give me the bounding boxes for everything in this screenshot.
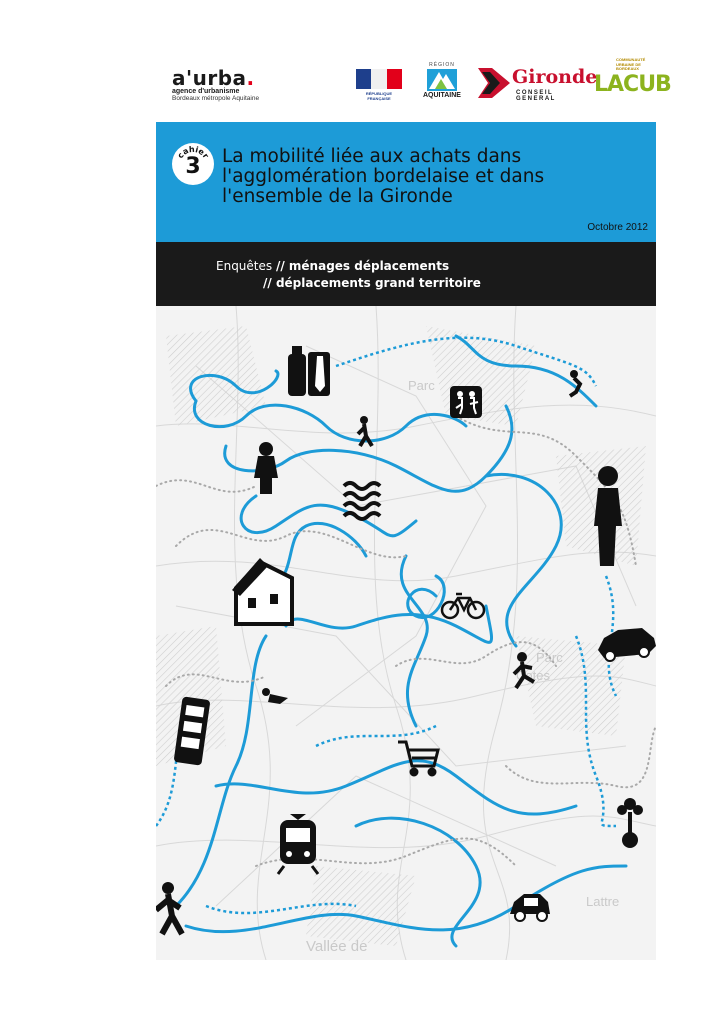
waves-icon [344, 483, 380, 519]
survey-prefix: Enquêtes [216, 259, 273, 273]
survey-title-1: // ménages déplacements [275, 259, 450, 273]
title-line-3: l'ensemble de la Gironde [222, 186, 453, 207]
lacub-name: LACUB [594, 71, 671, 97]
gironde-logo [478, 66, 598, 102]
survey-band [156, 242, 656, 306]
people-shopping-icon [450, 386, 482, 418]
small-car-icon [510, 894, 550, 921]
survey-line-1 [216, 259, 449, 273]
lacub-logo [594, 57, 671, 102]
badge-number: 3 [185, 154, 201, 179]
title-line-2: l'agglomération bordelaise et dans [222, 166, 545, 187]
cahier-badge [172, 143, 214, 185]
bicycle-icon [442, 594, 484, 618]
publication-date: Octobre 2012 [587, 222, 648, 233]
map-label-5: Vallée de [306, 938, 368, 955]
standing-person-icon [254, 442, 278, 494]
gironde-name: Gironde [512, 66, 598, 88]
aquitaine-mark-icon [427, 69, 457, 91]
aurba-line1: agence d'urbanisme [172, 88, 240, 95]
dashed-routes [156, 338, 616, 913]
aquitaine-logo [418, 62, 466, 102]
aquitaine-name: AQUITAINE [423, 92, 461, 99]
title-line-1: La mobilité liée aux achats dans [222, 146, 522, 167]
car-icon [598, 628, 656, 661]
bottle-icon [288, 346, 330, 396]
flower-icon [617, 798, 643, 848]
aurba-line2: Bordeaux métropole Aquitaine [172, 95, 260, 102]
aurba-brand: a'urba [172, 66, 247, 90]
gironde-arrow-icon [478, 68, 510, 98]
republique-caption: RÉPUBLIQUE FRANÇAISE [365, 91, 393, 101]
illustrated-map [156, 306, 656, 960]
page-title [222, 147, 642, 207]
shopping-cart-icon [398, 742, 438, 775]
lacub-small: COMMUNAUTÉ URBAINE DE BORDEAUX [616, 57, 646, 71]
map-artwork [156, 306, 656, 960]
badge-word: cahier [175, 144, 211, 161]
walker-icon [156, 882, 182, 934]
republique-francaise-logo [356, 69, 402, 101]
gironde-sub: CONSEIL GENERAL [516, 90, 556, 102]
survey-title-2: // déplacements grand territoire [263, 276, 481, 290]
house-icon [232, 558, 292, 624]
map-label-1: Parc [408, 378, 435, 393]
map-label-4: Lattre [586, 894, 620, 909]
map-label-3: Cotes [516, 668, 550, 683]
aquitaine-top: RÉGION [429, 62, 455, 68]
tram-icon [278, 814, 318, 874]
park-zones [156, 326, 646, 946]
map-label-2: Parc [536, 650, 563, 665]
aurba-logo: a'urba. agence d'urbanisme Bordeaux métropole Aquitaine [172, 66, 260, 102]
